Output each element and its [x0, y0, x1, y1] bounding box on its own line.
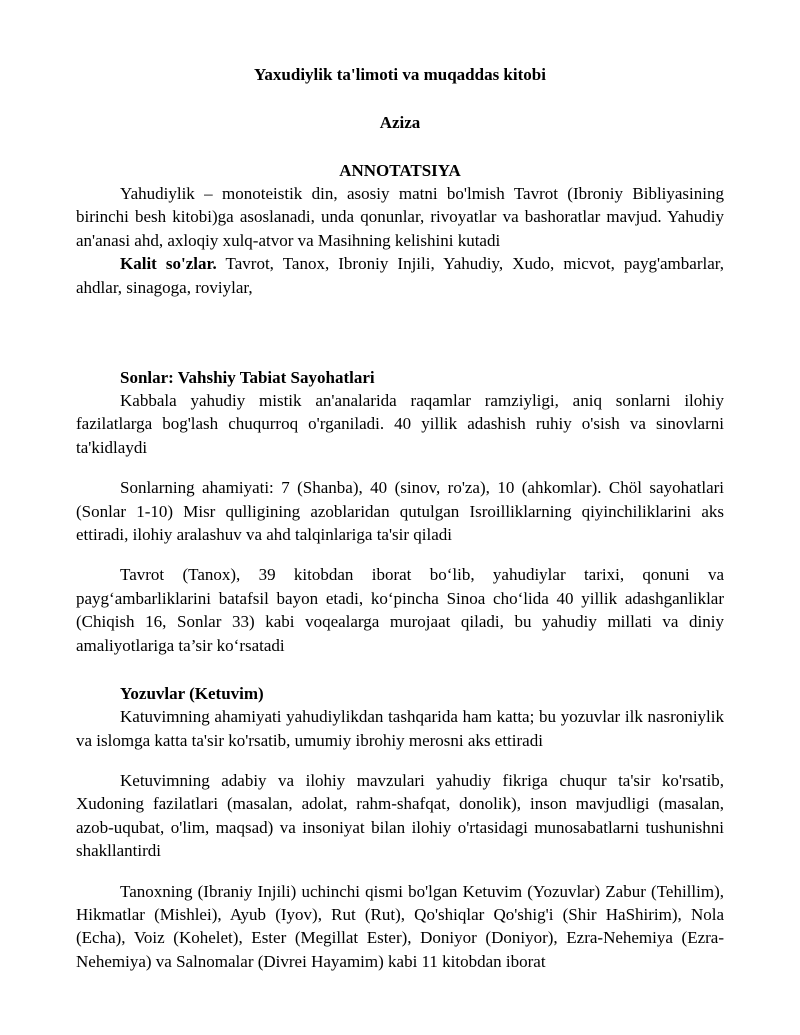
- section-paragraph: Tavrot (Tanox), 39 kitobdan iborat bo‘lib, yahudiylar tarixi, qonuni va payg‘ambarliklarini batafsil bayon etadi, ko‘pincha Sinoa cho‘lida 40 yillik adashganliklar (Chiqish 16, Sonlar 33) kabi voqealarga murojaat qiladi, bu yahudiy millati va diniy amaliyotlariga ta’sir ko‘rsatadi: [76, 565, 724, 655]
- section-heading-ketuvim: Yozuvlar (Ketuvim): [120, 684, 264, 704]
- section-paragraph: Sonlarning ahamiyati: 7 (Shanba), 40 (sinov, ro'za), 10 (ahkomlar). Chöl sayohatlari (Sonlar 1-10) Misr qulligining azoblaridan qutulgan Isroilliklarning qiyinchiliklarini aks ettiradi, ilohiy aralashuv va ahd talqinlariga ta'sir qiladi: [76, 478, 724, 545]
- keywords-paragraph: [76, 252, 724, 299]
- section-heading-sonlar: Sonlar: Vahshiy Tabiat Sayohatlari: [120, 368, 375, 388]
- section-paragraph: Ketuvimning adabiy va ilohiy mavzulari yahudiy fikriga chuqur ta'sir ko'rsatib, Xudoning fazilatlari (masalan, adolat, rahm-shafqat, donolik), inson mavjudligi (masalan, azob-uqubat, o'lim, maqsad) va insoniyat bilan ilohiy o'rtasidagi munosabatlarni tushunishni shakllantirdi: [76, 770, 724, 861]
- section-paragraph: Kabbala yahudiy mistik an'analarida raqamlar ramziyligi, aniq sonlarni ilohiy fazilatlarga bog'lash chuqurroq o'rganiladi. 40 yillik adashish ruhiy o'sish va sinovlarni ta'kidlaydi: [76, 391, 724, 457]
- section-paragraph: Katuvimning ahamiyati yahudiylikdan tashqarida ham katta; bu yozuvlar ilk nasroniylik va islomga katta ta'sir ko'rsatib, umumiy ibrohiy merosni aks ettiradi: [76, 707, 724, 750]
- author-name: Aziza: [379, 113, 421, 132]
- section-paragraph: Tanoxning (Ibraniy Injili) uchinchi qismi bo'lgan Ketuvim (Yozuvlar) Zabur (Tehillim), Hikmatlar (Mishlei), Ayub (Iyov), Rut (Rut), Qo'shiqlar Qo'shig'i (Shir HaShirim), Nola (Echa), Voiz (Kohelet), Ester (Megillat Ester), Doniyor (Doniyor), Ezra-Nehemiya (Ezra-Nehemiya) va Salnomalar (Divrei Hayamim) kabi 11 kitobdan iborat: [76, 881, 724, 971]
- keywords-label: Kalit so'zlar.: [120, 254, 217, 274]
- keywords-text: Tavrot, Tanox, Ibroniy Injili, Yahudiy, Xudo, micvot, payg'ambarlar, ahdlar, sinagoga, roviylar,: [76, 254, 724, 297]
- annotation-heading: ANNOTATSIYA: [339, 161, 461, 180]
- annotation-paragraph: Yahudiylik – monoteistik din, asosiy matni bo'lmish Tavrot (Ibroniy Bibliyasining birinchi besh kitobi)ga asoslanadi, unda qonunlar, rivoyatlar va bashoratlar mavjud. Yahudiy an'anasi ahd, axloqiy xulq-atvor va Masihning kelishini kutadi: [76, 184, 724, 250]
- document-title: Yaxudiylik ta'limoti va muqaddas kitobi: [254, 65, 546, 84]
